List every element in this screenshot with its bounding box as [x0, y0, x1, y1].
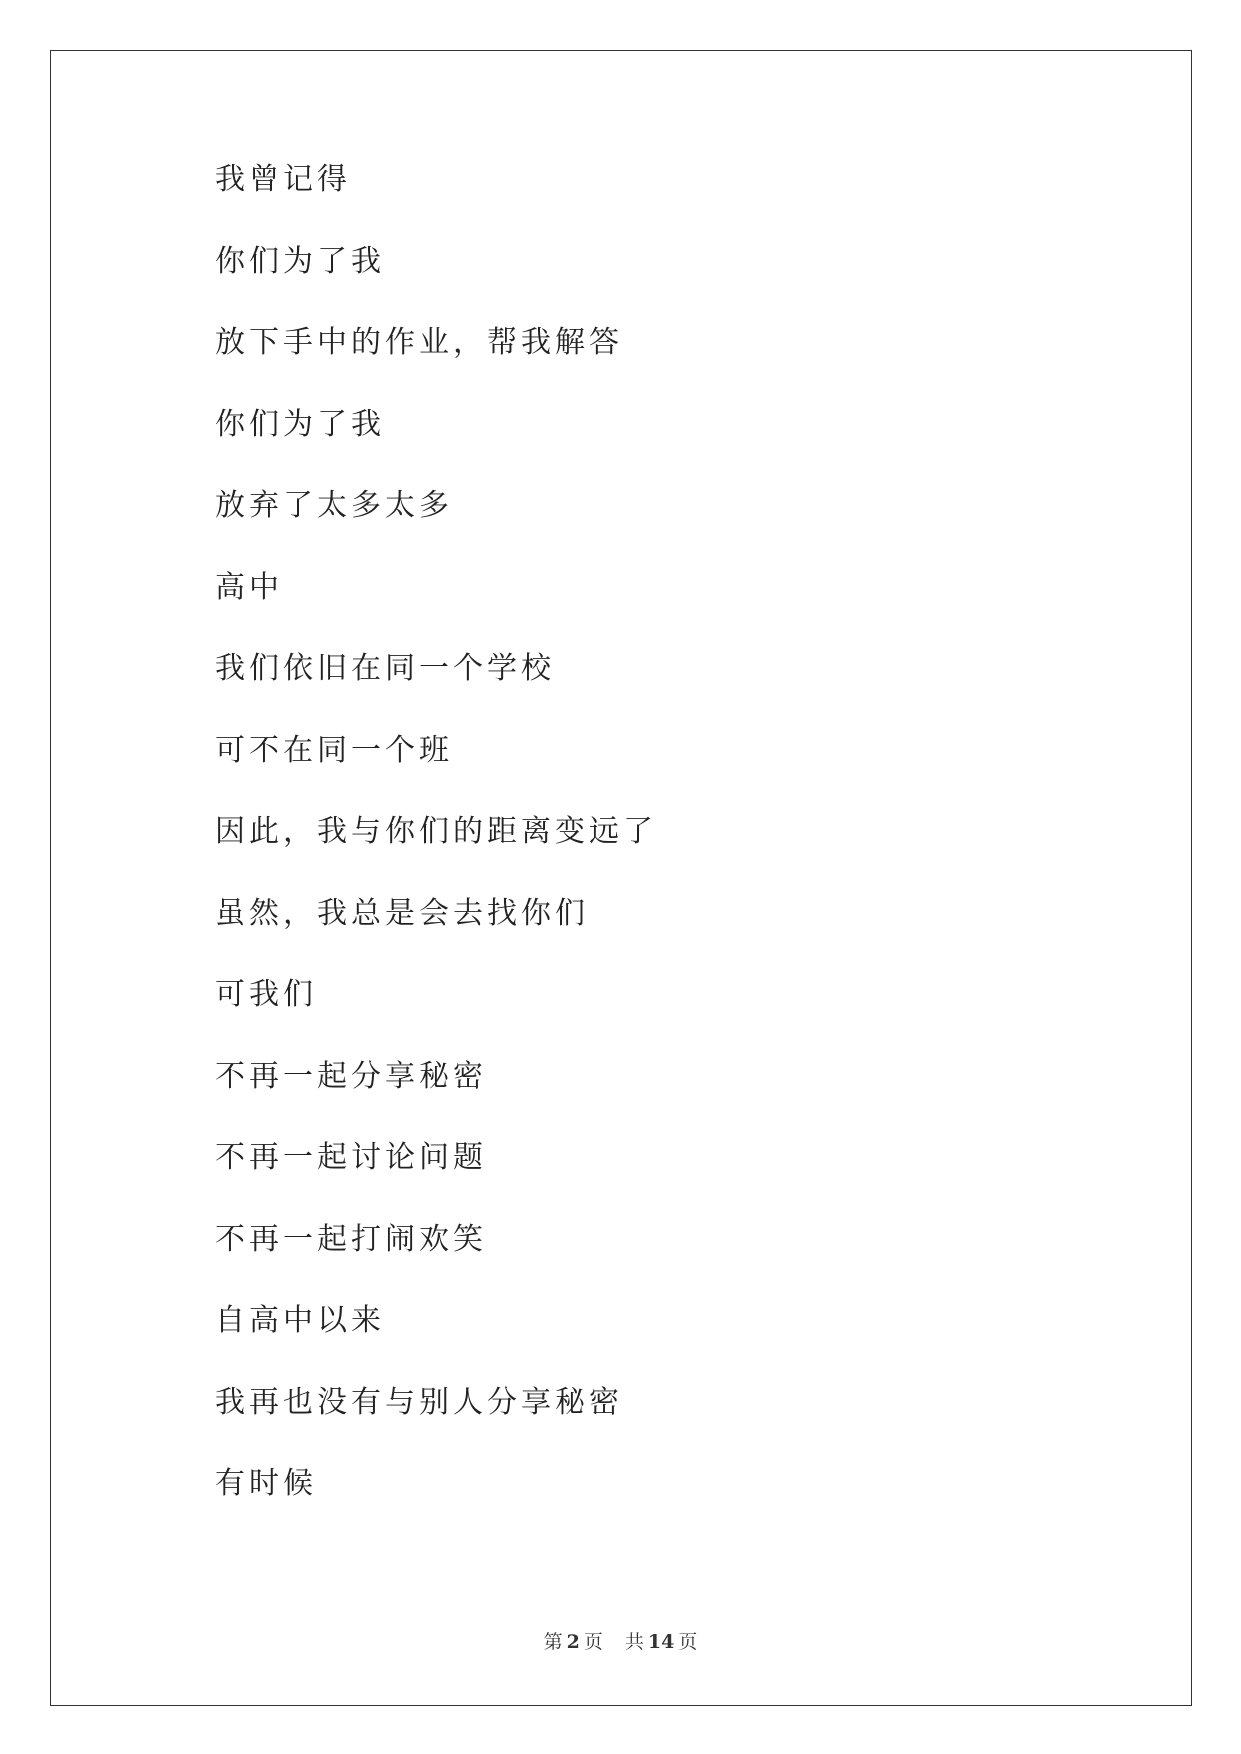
poem-line: 我再也没有与别人分享秘密	[215, 1384, 623, 1420]
total-prefix: 共	[624, 1631, 644, 1653]
poem-line: 不再一起打闹欢笑	[215, 1221, 487, 1257]
poem-line: 我曾记得	[215, 162, 351, 197]
poem-line: 高中	[215, 569, 283, 605]
poem-line: 可我们	[215, 977, 317, 1012]
page-suffix: 页	[583, 1631, 603, 1653]
poem-line: 不再一起讨论问题	[215, 1140, 487, 1175]
poem-line: 不再一起分享秘密	[215, 1058, 487, 1094]
page-prefix: 第	[543, 1631, 563, 1653]
poem-line: 放弃了太多太多	[215, 488, 453, 523]
poem-line: 可不在同一个班	[215, 732, 453, 768]
poem-line: 放下手中的作业，帮我解答	[215, 325, 623, 360]
poem-body	[215, 162, 657, 1551]
page-number: 2	[566, 1631, 580, 1653]
page-footer	[0, 1627, 1241, 1654]
total-pages: 14	[647, 1631, 675, 1653]
poem-line: 你们为了我	[215, 406, 385, 442]
poem-line: 虽然，我总是会去找你们	[215, 895, 589, 931]
total-suffix: 页	[678, 1631, 698, 1653]
poem-line: 我们依旧在同一个学校	[215, 651, 555, 686]
poem-line: 自高中以来	[215, 1303, 385, 1338]
poem-line: 你们为了我	[215, 243, 385, 279]
poem-line: 因此，我与你们的距离变远了	[215, 814, 657, 849]
poem-line: 有时候	[215, 1466, 317, 1501]
